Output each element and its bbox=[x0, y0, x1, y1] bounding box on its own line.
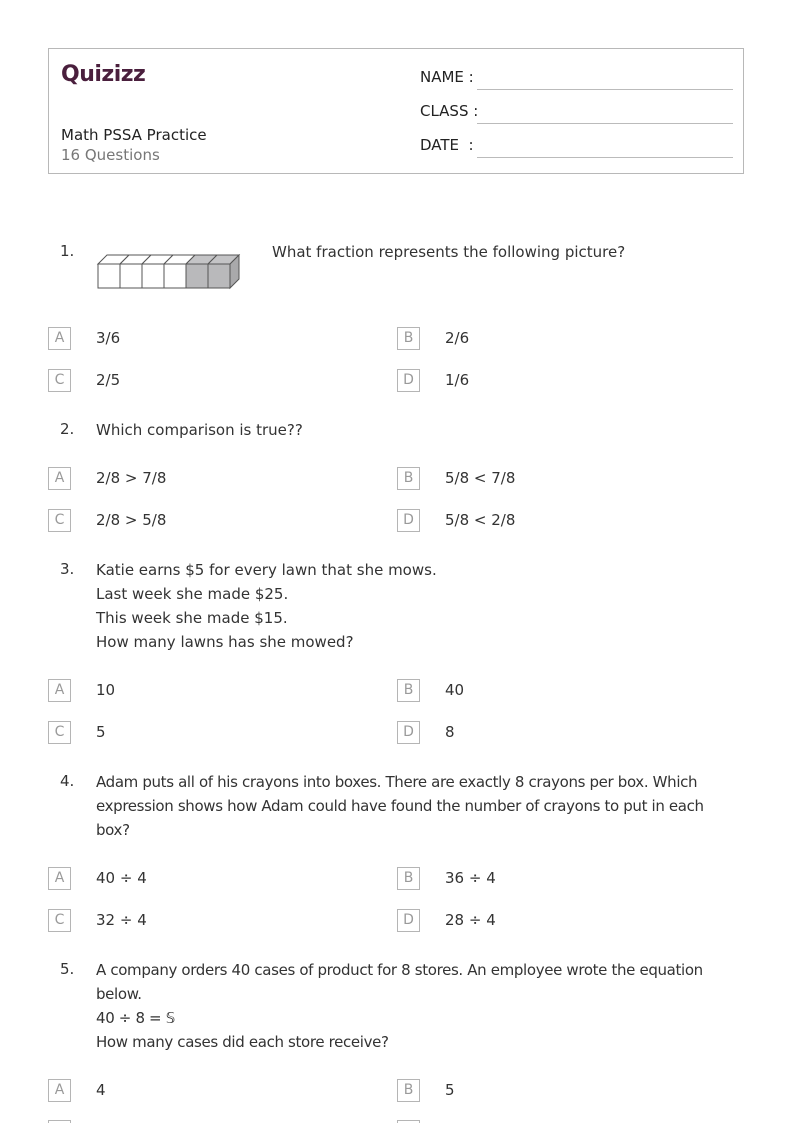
option-letter-box: B bbox=[397, 467, 420, 490]
option-letter-box: C bbox=[48, 369, 71, 392]
option-letter-box: C bbox=[48, 721, 71, 744]
date-line[interactable] bbox=[477, 157, 733, 158]
worksheet-title: Math PSSA Practice bbox=[61, 126, 207, 144]
cube-2 bbox=[120, 264, 142, 288]
question-number: 4. bbox=[60, 772, 75, 790]
option-text: 5 bbox=[96, 723, 106, 741]
cube-1 bbox=[98, 264, 120, 288]
option-text: 2/8 > 5/8 bbox=[96, 511, 167, 529]
question-number: 3. bbox=[60, 560, 75, 578]
date-field[interactable] bbox=[420, 136, 733, 158]
date-label: DATE : bbox=[420, 136, 474, 154]
option-letter-box: B bbox=[397, 867, 420, 890]
option-letter-box: C bbox=[48, 909, 71, 932]
question-number: 2. bbox=[60, 420, 75, 438]
option-text: 36 ÷ 4 bbox=[445, 869, 496, 887]
option-letter-box: A bbox=[48, 327, 71, 350]
question-count: 16 Questions bbox=[61, 146, 160, 164]
option-letter-box: A bbox=[48, 1079, 71, 1102]
question-text: What fraction represents the following picture? bbox=[272, 243, 626, 261]
worksheet-header bbox=[48, 48, 744, 174]
quizizz-logo bbox=[61, 59, 153, 87]
option-text: 40 bbox=[445, 681, 465, 699]
option-text: 5/8 < 2/8 bbox=[445, 511, 516, 529]
cube-3 bbox=[142, 264, 164, 288]
cube-6-shaded bbox=[208, 264, 230, 288]
name-line[interactable] bbox=[477, 89, 733, 90]
option-letter-box: D bbox=[397, 721, 420, 744]
option-letter-box: D bbox=[397, 369, 420, 392]
logo-wordmark: Quizizz bbox=[61, 62, 146, 87]
option-letter-box: B bbox=[397, 327, 420, 350]
cube-4 bbox=[164, 264, 186, 288]
option-text: 2/6 bbox=[445, 329, 470, 347]
option-text: 28 ÷ 4 bbox=[445, 911, 496, 929]
option-letter-box: D bbox=[397, 509, 420, 532]
cube-5-shaded bbox=[186, 264, 208, 288]
option-letter-box: C bbox=[48, 509, 71, 532]
fraction-cubes-figure bbox=[96, 254, 248, 294]
option-text: 4 bbox=[96, 1081, 106, 1099]
option-text: 5 bbox=[445, 1081, 455, 1099]
option-letter-box: A bbox=[48, 679, 71, 702]
option-text: 2/5 bbox=[96, 371, 121, 389]
option-text: 10 bbox=[96, 681, 116, 699]
question-text: Which comparison is true?? bbox=[96, 421, 303, 439]
option-letter-box: D bbox=[397, 909, 420, 932]
option-letter-box: B bbox=[397, 679, 420, 702]
option-letter-box: B bbox=[397, 1079, 420, 1102]
class-label: CLASS : bbox=[420, 102, 479, 120]
question-text: Katie earns $5 for every lawn that she mows. Last week she made $25. This week she made $15. How many lawns has she mowed? bbox=[96, 561, 437, 651]
option-letter-box: A bbox=[48, 867, 71, 890]
class-line[interactable] bbox=[477, 123, 733, 124]
option-text: 1/6 bbox=[445, 371, 470, 389]
question-text: A company orders 40 cases of product for 8 stores. An employee wrote the equation below. 40 ÷ 8 = 𝕊 How many cases did each store receive? bbox=[96, 961, 703, 1051]
class-field[interactable] bbox=[420, 102, 733, 124]
option-text: 5/8 < 7/8 bbox=[445, 469, 516, 487]
name-label: NAME : bbox=[420, 68, 474, 86]
option-text: 40 ÷ 4 bbox=[96, 869, 147, 887]
question-number: 5. bbox=[60, 960, 75, 978]
question-text: Adam puts all of his crayons into boxes. There are exactly 8 crayons per box. Which expression shows how Adam could have found the number of crayons to put in each box? bbox=[96, 773, 704, 839]
name-field[interactable] bbox=[420, 68, 733, 90]
option-text: 32 ÷ 4 bbox=[96, 911, 147, 929]
option-text: 8 bbox=[445, 723, 455, 741]
option-text: 3/6 bbox=[96, 329, 121, 347]
option-letter-box: A bbox=[48, 467, 71, 490]
option-text: 2/8 > 7/8 bbox=[96, 469, 167, 487]
question-number: 1. bbox=[60, 242, 75, 260]
